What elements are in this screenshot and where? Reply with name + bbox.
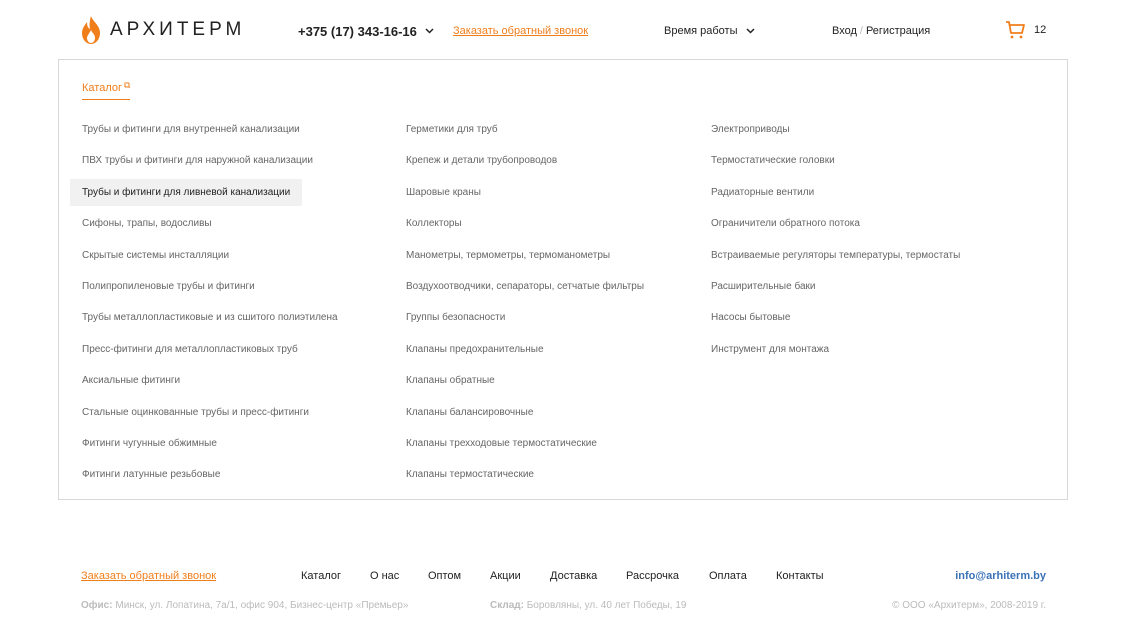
catalog-item-label: Воздухоотводчики, сепараторы, сетчатые фильтры (406, 280, 645, 292)
catalog-item-label: Клапаны предохранительные (406, 343, 544, 355)
catalog-item-label: Группы безопасности (406, 312, 506, 324)
login-link[interactable]: Вход (832, 25, 857, 37)
catalog-item-label: Трубы металлопластиковые и из сшитого полиэтилена (82, 312, 338, 324)
footer-nav-promotions[interactable]: Акции (490, 570, 521, 582)
footer-nav-payment[interactable]: Оплата (709, 570, 747, 582)
catalog-item-label: Стальные оцинкованные трубы и пресс-фитинги (82, 406, 309, 418)
catalog-item-label: Полипропиленовые трубы и фитинги (82, 280, 255, 292)
catalog-item-label: Трубы и фитинги для ливневой канализации (70, 179, 302, 206)
catalog-item[interactable] (82, 116, 350, 147)
catalog-item[interactable] (82, 147, 350, 178)
catalog-item[interactable] (82, 336, 350, 367)
catalog-column-1 (82, 116, 350, 493)
catalog-item[interactable] (711, 336, 972, 367)
copyright: © ООО «Архитерм», 2008-2019 г. (892, 600, 1046, 611)
footer-nav-delivery[interactable]: Доставка (550, 570, 598, 582)
chevron-down-icon (746, 26, 755, 37)
register-link[interactable]: Регистрация (865, 25, 931, 37)
catalog-item-label: Насосы бытовые (711, 312, 791, 324)
catalog-item[interactable] (711, 273, 972, 304)
catalog-item-label: Электроприводы (711, 124, 790, 135)
store-address: Склад: Боровляны, ул. 40 лет Победы, 19 (490, 600, 687, 611)
catalog-item-label: Термостатические головки (711, 155, 835, 167)
catalog-item[interactable] (406, 242, 656, 273)
catalog-item-label: Клапаны трехходовые термостатические (406, 437, 597, 449)
catalog-item-label: Коллекторы (406, 218, 462, 230)
work-hours-dropdown[interactable] (664, 25, 755, 37)
catalog-item-label: Аксиальные фитинги (82, 375, 181, 387)
catalog-column-3 (711, 116, 972, 367)
catalog-item-label: Шаровые краны (406, 186, 481, 198)
auth-links (832, 25, 930, 37)
catalog-item[interactable] (406, 367, 656, 398)
logo-text: АРХИТЕРМ (110, 19, 246, 40)
catalog-item-label: Клапаны балансировочные (406, 406, 534, 418)
catalog-item[interactable] (711, 210, 972, 241)
footer-callback-link[interactable]: Заказать обратный звонок (81, 570, 217, 582)
catalog-item[interactable] (406, 273, 656, 304)
catalog-item-label: ПВХ трубы и фитинги для наружной канализации (82, 155, 313, 167)
catalog-item[interactable] (711, 179, 972, 210)
flame-icon (80, 16, 102, 44)
catalog-item[interactable] (82, 430, 350, 461)
catalog-dropdown-panel (58, 59, 1068, 500)
catalog-item[interactable] (406, 116, 656, 147)
callback-link[interactable]: Заказать обратный звонок (453, 25, 589, 37)
catalog-title: Каталог (82, 82, 122, 94)
catalog-item[interactable] (711, 242, 972, 273)
phone-number: +375 (17) 343-16-16 (298, 24, 417, 39)
catalog-item-label: Фитинги чугунные обжимные (82, 437, 217, 449)
catalog-item-label: Клапаны термостатические (406, 469, 534, 481)
catalog-item[interactable] (406, 461, 656, 492)
catalog-item[interactable] (711, 147, 972, 178)
footer-nav (0, 570, 1126, 586)
catalog-item[interactable] (406, 304, 656, 335)
catalog-item[interactable] (406, 147, 656, 178)
catalog-item[interactable] (82, 210, 350, 241)
catalog-item-label: Инструмент для монтажа (711, 343, 830, 355)
catalog-item[interactable] (406, 399, 656, 430)
catalog-item[interactable] (406, 430, 656, 461)
catalog-item-label: Встраиваемые регуляторы температуры, термостаты (711, 249, 961, 261)
footer-nav-catalog[interactable]: Каталог (301, 570, 341, 582)
catalog-item-label: Сифоны, трапы, водосливы (82, 218, 212, 230)
catalog-item-label: Скрытые системы инсталляции (82, 249, 230, 261)
catalog-item-label: Крепеж и детали трубопроводов (406, 155, 558, 167)
catalog-item-label: Трубы и фитинги для внутренней канализации (82, 124, 300, 135)
catalog-item[interactable] (82, 461, 350, 492)
auth-separator: / (859, 25, 863, 37)
office-address: Офис: Минск, ул. Лопатина, 7а/1, офис 904, Бизнес-центр «Премьер» (81, 600, 409, 611)
cart-count: 12 (1034, 24, 1047, 36)
catalog-item[interactable] (82, 399, 350, 430)
catalog-column-2 (406, 116, 656, 493)
footer-email-link[interactable]: info@arhiterm.by (955, 570, 1046, 582)
chevron-down-icon (425, 26, 434, 37)
footer-nav-about[interactable]: О нас (370, 570, 400, 582)
cart-button[interactable] (1005, 21, 1046, 39)
catalog-item[interactable] (82, 273, 350, 304)
catalog-item-label: Фитинги латунные резьбовые (82, 469, 221, 481)
footer-nav-installments[interactable]: Рассрочка (626, 570, 679, 582)
catalog-item-label: Клапаны обратные (406, 375, 495, 387)
footer-nav-contacts[interactable]: Контакты (776, 570, 824, 582)
catalog-title-link[interactable] (82, 80, 130, 100)
cart-icon (1005, 21, 1025, 39)
catalog-item[interactable] (82, 304, 350, 335)
catalog-item[interactable] (406, 210, 656, 241)
external-link-icon: ⧉ (124, 80, 131, 90)
catalog-item[interactable] (82, 367, 350, 398)
catalog-item-label: Радиаторные вентили (711, 186, 815, 198)
catalog-item[interactable] (406, 336, 656, 367)
catalog-item[interactable] (711, 116, 972, 147)
work-hours-label: Время работы (664, 25, 738, 37)
catalog-item-label: Ограничители обратного потока (711, 218, 860, 230)
catalog-item[interactable] (711, 304, 972, 335)
logo[interactable] (80, 16, 245, 44)
catalog-item-label: Герметики для труб (406, 124, 498, 135)
catalog-item[interactable] (82, 242, 350, 273)
footer-nav-wholesale[interactable]: Оптом (428, 570, 462, 582)
catalog-item-label: Расширительные баки (711, 280, 816, 292)
site-header (0, 0, 1126, 60)
phone-dropdown[interactable] (298, 24, 434, 39)
catalog-item[interactable] (406, 179, 656, 210)
catalog-item-label: Пресс-фитинги для металлопластиковых труб (82, 343, 298, 355)
catalog-item-label: Манометры, термометры, термоманометры (406, 249, 611, 261)
catalog-item[interactable] (82, 179, 350, 210)
